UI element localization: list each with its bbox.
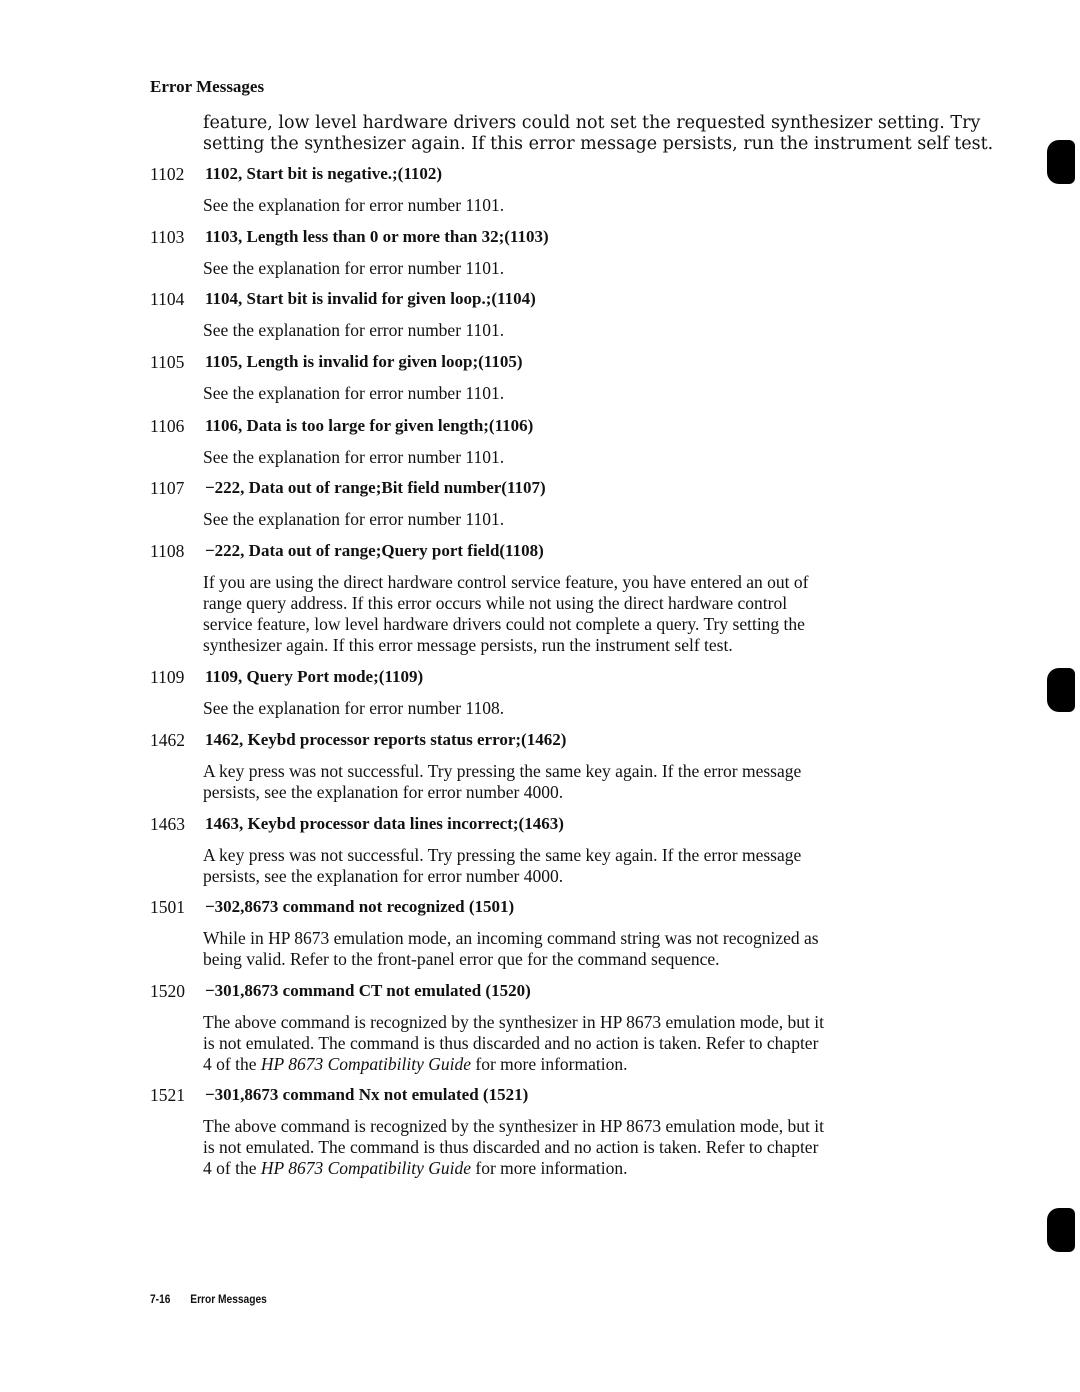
error-heading: −222, Data out of range;Bit field number(1107) (205, 478, 546, 497)
error-heading: −302,8673 command not recognized (1501) (205, 897, 515, 916)
error-heading: 1463, Keybd processor data lines incorrect;(1463) (205, 814, 564, 833)
description-line (203, 447, 504, 468)
text-segment: 4 of the (203, 1054, 261, 1074)
description-line (203, 866, 801, 887)
text-segment: is not emulated. The command is thus discarded and no action is taken. Refer to chapter (203, 1137, 819, 1157)
error-description (203, 195, 504, 216)
text-segment: See the explanation for error number 1101. (203, 320, 505, 340)
binding-mark (1047, 668, 1075, 712)
text-segment: synthesizer again. If this error message persists, run the instrument self test. (203, 635, 733, 655)
intro-line: setting the synthesizer again. If this error message persists, run the instrument self test. (203, 134, 994, 154)
error-heading: 1102, Start bit is negative.;(1102) (205, 164, 443, 183)
description-line (203, 928, 819, 949)
error-heading: −222, Data out of range;Query port field(1108) (205, 541, 544, 560)
binding-mark (1047, 1208, 1075, 1252)
text-segment: 4 of the (203, 1158, 261, 1178)
footer-section: Error Messages (190, 1292, 267, 1306)
error-description (203, 447, 504, 468)
error-description (203, 258, 504, 279)
description-line (203, 1137, 824, 1158)
description-line (203, 761, 801, 782)
error-heading: −301,8673 command CT not emulated (1520) (205, 981, 531, 1000)
text-segment: See the explanation for error number 1101. (203, 509, 505, 529)
error-code: 1463 (150, 814, 185, 834)
text-segment: See the explanation for error number 1108. (203, 698, 505, 718)
error-heading: 1103, Length less than 0 or more than 32;(1103) (205, 227, 549, 246)
error-description (203, 383, 504, 404)
error-heading: 1104, Start bit is invalid for given loop.;(1104) (205, 289, 536, 308)
page-footer (150, 1292, 267, 1306)
description-line (203, 258, 504, 279)
intro-line: feature, low level hardware drivers could not set the requested synthesizer setting. Try (203, 113, 981, 133)
text-segment: See the explanation for error number 1101. (203, 383, 505, 403)
error-code: 1520 (150, 981, 185, 1001)
error-heading: 1109, Query Port mode;(1109) (205, 667, 424, 686)
error-heading: 1462, Keybd processor reports status error;(1462) (205, 730, 567, 749)
error-code: 1107 (150, 478, 185, 498)
description-line (203, 1012, 824, 1033)
error-code: 1462 (150, 730, 185, 750)
error-code: 1501 (150, 897, 185, 917)
description-line (203, 635, 808, 656)
description-line (203, 593, 808, 614)
error-heading: 1106, Data is too large for given length;(1106) (205, 416, 534, 435)
text-segment: See the explanation for error number 1101. (203, 258, 505, 278)
description-line (203, 1116, 824, 1137)
text-segment: service feature, low level hardware drivers could not complete a query. Try setting the (203, 614, 805, 634)
description-line (203, 572, 808, 593)
guide-title: HP 8673 Compatibility Guide (260, 1158, 471, 1178)
error-code: 1105 (150, 352, 185, 372)
error-description (203, 761, 801, 803)
intro-text (203, 113, 993, 155)
description-line (203, 1158, 824, 1179)
error-code: 1521 (150, 1085, 185, 1105)
error-description (203, 1012, 824, 1075)
description-line (203, 509, 504, 530)
error-description (203, 928, 819, 970)
error-description (203, 572, 808, 656)
description-line (203, 698, 504, 719)
error-description (203, 698, 504, 719)
description-line (203, 195, 504, 216)
text-segment: persists, see the explanation for error number 4000. (203, 866, 564, 886)
description-line (203, 845, 801, 866)
guide-title: HP 8673 Compatibility Guide (260, 1054, 471, 1074)
text-segment: being valid. Refer to the front-panel error que for the command sequence. (203, 949, 720, 969)
error-description (203, 509, 504, 530)
description-line (203, 782, 801, 803)
description-line (203, 1054, 824, 1075)
text-segment: is not emulated. The command is thus discarded and no action is taken. Refer to chapter (203, 1033, 819, 1053)
description-line (203, 1033, 824, 1054)
error-description (203, 320, 504, 341)
text-segment: While in HP 8673 emulation mode, an incoming command string was not recognized as (203, 928, 819, 948)
description-line (203, 320, 504, 341)
text-segment: See the explanation for error number 1101. (203, 447, 505, 467)
page-header: Error Messages (150, 77, 265, 96)
error-code: 1108 (150, 541, 185, 561)
error-code: 1103 (150, 227, 185, 247)
text-segment: The above command is recognized by the synthesizer in HP 8673 emulation mode, but it (203, 1116, 824, 1136)
error-code: 1104 (150, 289, 185, 309)
text-segment: for more information. (471, 1054, 628, 1074)
text-segment: for more information. (471, 1158, 628, 1178)
error-heading: 1105, Length is invalid for given loop;(1105) (205, 352, 523, 371)
error-heading: −301,8673 command Nx not emulated (1521) (205, 1085, 529, 1104)
text-segment: See the explanation for error number 1101. (203, 195, 505, 215)
text-segment: If you are using the direct hardware control service feature, you have entered an out of (203, 572, 809, 592)
text-segment: range query address. If this error occurs while not using the direct hardware control (203, 593, 788, 613)
error-description (203, 845, 801, 887)
error-code: 1102 (150, 164, 185, 184)
text-segment: persists, see the explanation for error number 4000. (203, 782, 564, 802)
error-code: 1106 (150, 416, 185, 436)
description-line (203, 949, 819, 970)
text-segment: A key press was not successful. Try pressing the same key again. If the error message (203, 845, 802, 865)
text-segment: The above command is recognized by the synthesizer in HP 8673 emulation mode, but it (203, 1012, 824, 1032)
page-number: 7-16 (150, 1292, 171, 1306)
description-line (203, 614, 808, 635)
text-segment: A key press was not successful. Try pressing the same key again. If the error message (203, 761, 802, 781)
binding-mark (1047, 140, 1075, 184)
description-line (203, 383, 504, 404)
error-code: 1109 (150, 667, 185, 687)
error-description (203, 1116, 824, 1179)
